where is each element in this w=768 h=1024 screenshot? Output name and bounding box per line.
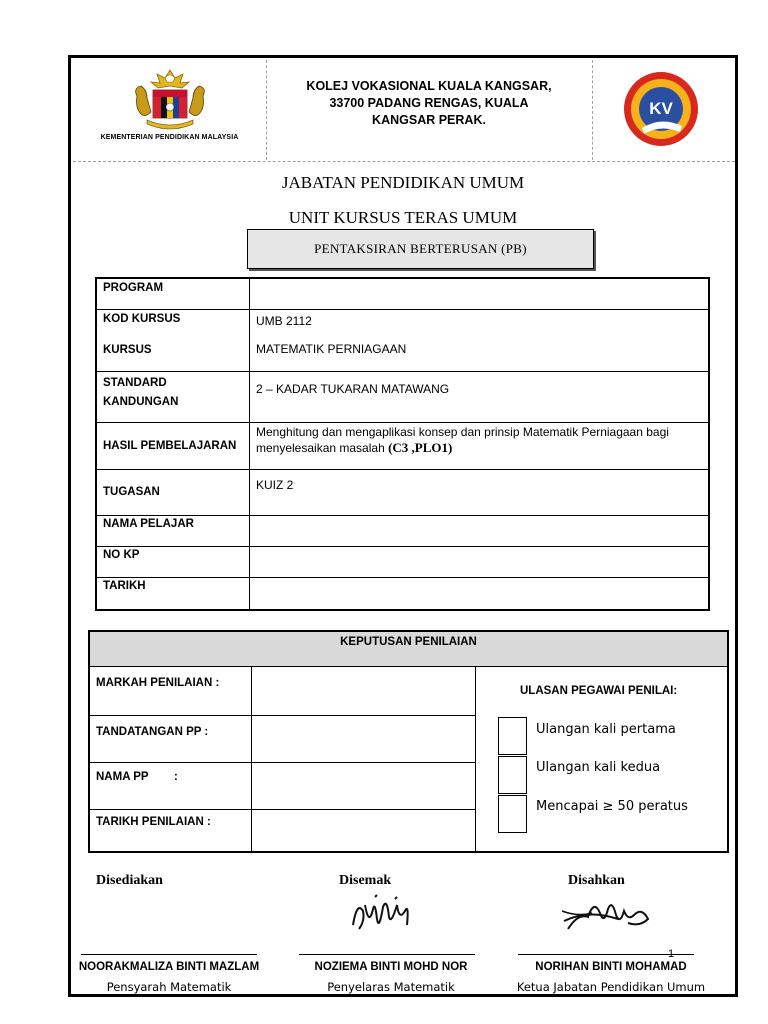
kv-logo-icon	[622, 70, 700, 148]
college-line-2: 33700 PADANG RENGAS, KUALA	[329, 96, 529, 110]
hasil-code: (C3 ,PLO1)	[388, 439, 453, 455]
ministry-logo-cell	[73, 60, 267, 160]
kod-kursus-label: KOD KURSUS	[103, 312, 181, 325]
table-row	[96, 546, 709, 577]
college-logo-cell	[592, 60, 735, 160]
checkbox-ulangan-kedua[interactable]	[498, 756, 527, 794]
header	[73, 60, 735, 162]
disediakan-role: Pensyarah Matematik	[106, 980, 232, 994]
ulasan-title: ULASAN PEGAWAI PENILAI:	[520, 685, 678, 697]
ministry-name: KEMENTERIAN PENDIDIKAN MALAYSIA	[100, 134, 239, 141]
college-line-1: KOLEJ VOKASIONAL KUALA KANGSAR,	[306, 79, 552, 93]
standard-value: 2 – KADAR TUKARAN MATAWANG	[250, 371, 710, 422]
markah-field[interactable]	[251, 666, 475, 715]
option-mencapai: Mencapai ≥ 50 peratus	[536, 799, 688, 814]
markah-row	[90, 666, 475, 716]
option-ulangan-pertama: Ulangan kali pertama	[536, 722, 676, 737]
checkbox-ulangan-pertama[interactable]	[498, 717, 527, 755]
kod-kursus-value-cell	[250, 309, 710, 371]
kursus-value: MATEMATIK PERNIAGAAN	[256, 341, 407, 356]
disahkan-signature-icon	[558, 891, 658, 939]
checkbox-mencapai[interactable]	[498, 795, 527, 833]
table-row	[96, 309, 709, 371]
standard-label-cell	[96, 371, 250, 422]
tugasan-label: TUGASAN	[96, 469, 250, 515]
table-row	[96, 371, 709, 422]
tarikh-field[interactable]	[250, 577, 710, 610]
tandatangan-field[interactable]	[251, 716, 475, 762]
tarikh-penilaian-label: TARIKH PENILAIAN :	[96, 816, 211, 828]
kursus-label: KURSUS	[103, 343, 152, 356]
disediakan-signature-line	[81, 954, 257, 955]
tarikh-penilaian-row	[90, 810, 475, 851]
disahkan-heading: Disahkan	[568, 873, 625, 888]
college-line-3: KANGSAR PERAK.	[372, 113, 486, 127]
table-row	[96, 515, 709, 546]
evaluation-heading: KEPUTUSAN PENILAIAN	[90, 632, 727, 667]
tarikh-label: TARIKH	[96, 577, 250, 610]
table-row	[96, 577, 709, 610]
disemak-signature-icon	[347, 891, 417, 939]
college-cell	[266, 60, 593, 160]
nama-pelajar-label: NAMA PELAJAR	[96, 515, 250, 546]
disemak-role: Penyelaras Matematik	[327, 980, 455, 994]
nama-pp-field[interactable]	[251, 763, 475, 809]
markah-label: MARKAH PENILAIAN :	[96, 677, 220, 689]
table-row	[96, 469, 709, 515]
document-frame	[68, 55, 738, 997]
hasil-value-cell	[250, 422, 710, 469]
disemak-signature-line	[299, 954, 475, 955]
table-row	[96, 422, 709, 469]
disahkan-role: Ketua Jabatan Pendidikan Umum	[516, 980, 706, 994]
kod-kursus-value: UMB 2112	[256, 313, 312, 328]
table-row	[96, 278, 709, 309]
evaluation-divider	[475, 666, 476, 851]
nama-pp-row	[90, 763, 475, 810]
program-label: PROGRAM	[96, 278, 250, 309]
department-title: JABATAN PENDIDIKAN UMUM	[281, 173, 525, 192]
tarikh-penilaian-field[interactable]	[251, 810, 475, 851]
standard-label-line-2: KANDUNGAN	[103, 395, 179, 408]
kod-kursus-label-cell	[96, 309, 250, 371]
option-ulangan-kedua: Ulangan kali kedua	[536, 760, 661, 775]
malaysia-coat-of-arms-icon	[125, 66, 215, 134]
assessment-title: PENTAKSIRAN BERTERUSAN (PB)	[314, 241, 527, 256]
nama-pelajar-field[interactable]	[250, 515, 710, 546]
unit-title: UNIT KURSUS TERAS UMUM	[288, 208, 518, 227]
disemak-heading: Disemak	[339, 873, 392, 888]
evaluation-section	[88, 630, 729, 853]
tugasan-value: KUIZ 2	[250, 469, 710, 515]
disediakan-heading: Disediakan	[96, 873, 163, 888]
program-value-field[interactable]	[250, 278, 710, 309]
college-address	[274, 78, 584, 129]
page-number: 1	[668, 948, 675, 960]
disemak-name: NOZIEMA BINTI MOHD NOR	[314, 961, 468, 973]
disahkan-name: NORIHAN BINTI MOHAMAD	[535, 961, 687, 973]
disediakan-name: NOORAKMALIZA BINTI MAZLAM	[78, 961, 260, 973]
nama-pp-label: NAMA PP :	[96, 771, 178, 783]
student-info-table	[95, 277, 710, 611]
hasil-label: HASIL PEMBELAJARAN	[96, 422, 250, 469]
assessment-title-box	[247, 229, 594, 269]
no-kp-label: NO KP	[96, 546, 250, 577]
standard-label-line-1: STANDARD	[103, 376, 167, 389]
no-kp-field[interactable]	[250, 546, 710, 577]
hasil-value: Menghitung dan mengaplikasi konsep dan prinsip Matematik Perniagaan bagi menyelesaikan masalah	[256, 424, 669, 455]
tandatangan-label: TANDATANGAN PP :	[96, 726, 209, 738]
svg-text:KV: KV	[649, 99, 673, 118]
tandatangan-row	[90, 716, 475, 763]
